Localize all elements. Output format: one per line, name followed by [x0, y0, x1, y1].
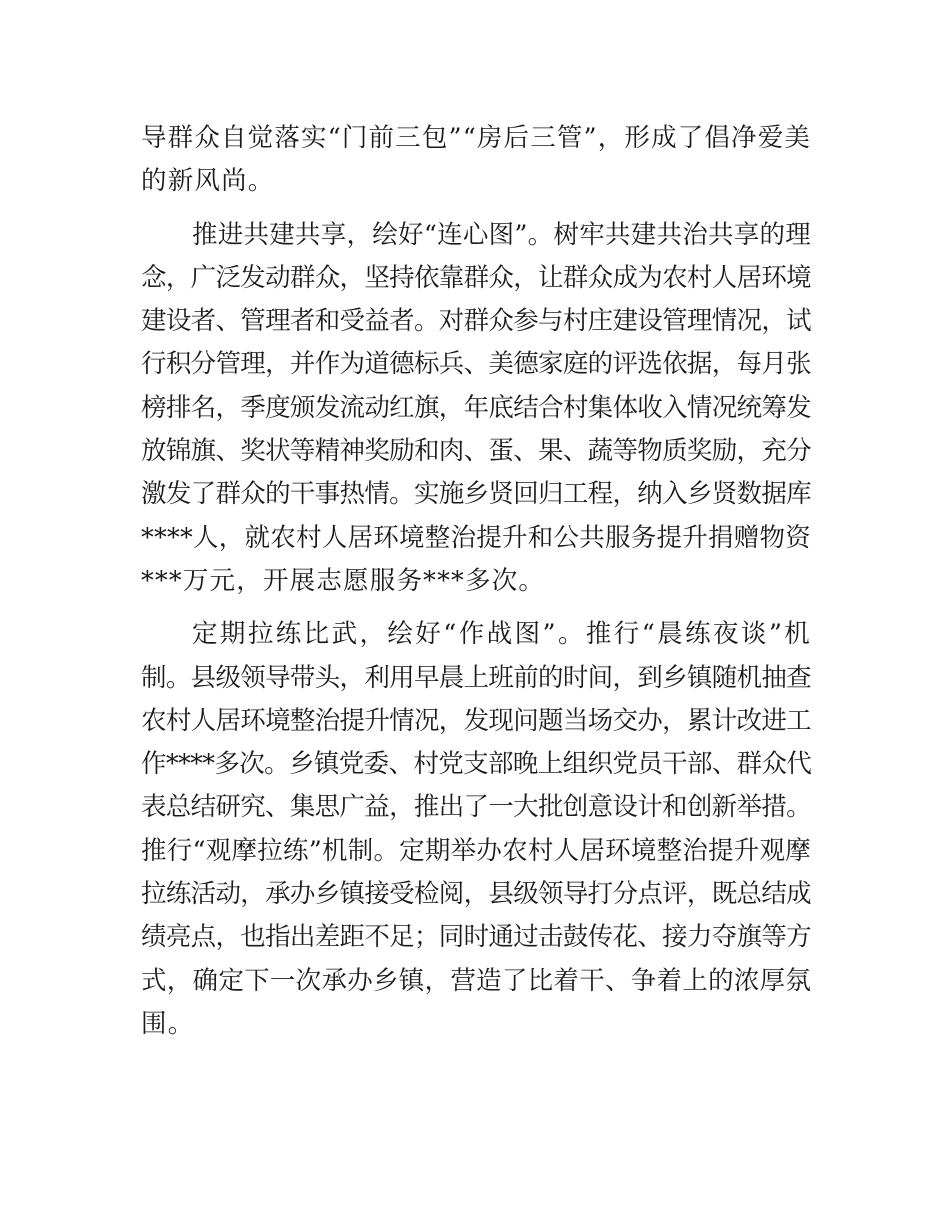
text-line: 农村人居环境整治提升情况，发现问题当场交办，累计改进工	[141, 705, 811, 736]
text-line: 推行“观摩拉练”机制。定期举办农村人居环境整治提升观摩	[141, 835, 811, 866]
text-line: 的新风尚。	[141, 166, 275, 197]
document-body	[141, 117, 811, 1056]
text-line: ****人，就农村人居环境整治提升和公共服务提升捐赠物资	[141, 522, 811, 553]
paragraph-3	[141, 613, 811, 1046]
text-line: 建设者、管理者和受益者。对群众参与村庄建设管理情况，试	[141, 306, 811, 337]
text-line: 行积分管理，并作为道德标兵、美德家庭的评选依据，每月张	[141, 349, 811, 380]
text-line: 拉练活动，承办乡镇接受检阅，县级领导打分点评，既总结成	[141, 879, 811, 910]
text-line: 激发了群众的干事热情。实施乡贤回归工程，纳入乡贤数据库	[141, 479, 811, 510]
text-line: 念，广泛发动群众，坚持依靠群众，让群众成为农村人居环境	[141, 262, 811, 293]
text-line: 式，确定下一次承办乡镇，营造了比着干、争着上的浓厚氛	[141, 965, 812, 996]
text-line: 榜排名，季度颁发流动红旗，年底结合村集体收入情况统筹发	[141, 392, 811, 423]
text-line: 定期拉练比武，绘好“作战图”。推行“晨练夜谈”机	[192, 619, 811, 650]
text-line: 绩亮点，也指出差距不足；同时通过击鼓传花、接力夺旗等方	[141, 922, 811, 953]
text-line: 导群众自觉落实“门前三包”“房后三管”，形成了倡净爱美	[141, 123, 812, 153]
text-line: 推进共建共享，绘好“连心图”。树牢共建共治共享的理	[192, 219, 811, 250]
text-line: 表总结研究、集思广益，推出了一大批创意设计和创新举措。	[141, 792, 811, 823]
paragraph-2	[141, 214, 811, 604]
text-line: 放锦旗、奖状等精神奖励和肉、蛋、果、蔬等物质奖励，充分	[141, 436, 811, 467]
text-line: 作****多次。乡镇党委、村党支部晚上组织党员干部、群众代	[141, 749, 812, 780]
text-line: 制。县级领导带头，利用早晨上班前的时间，到乡镇随机抽查	[141, 662, 811, 693]
text-line: ***万元，开展志愿服务***多次。	[141, 565, 546, 596]
text-line: 围。	[141, 1008, 195, 1039]
paragraph-1	[141, 117, 811, 204]
